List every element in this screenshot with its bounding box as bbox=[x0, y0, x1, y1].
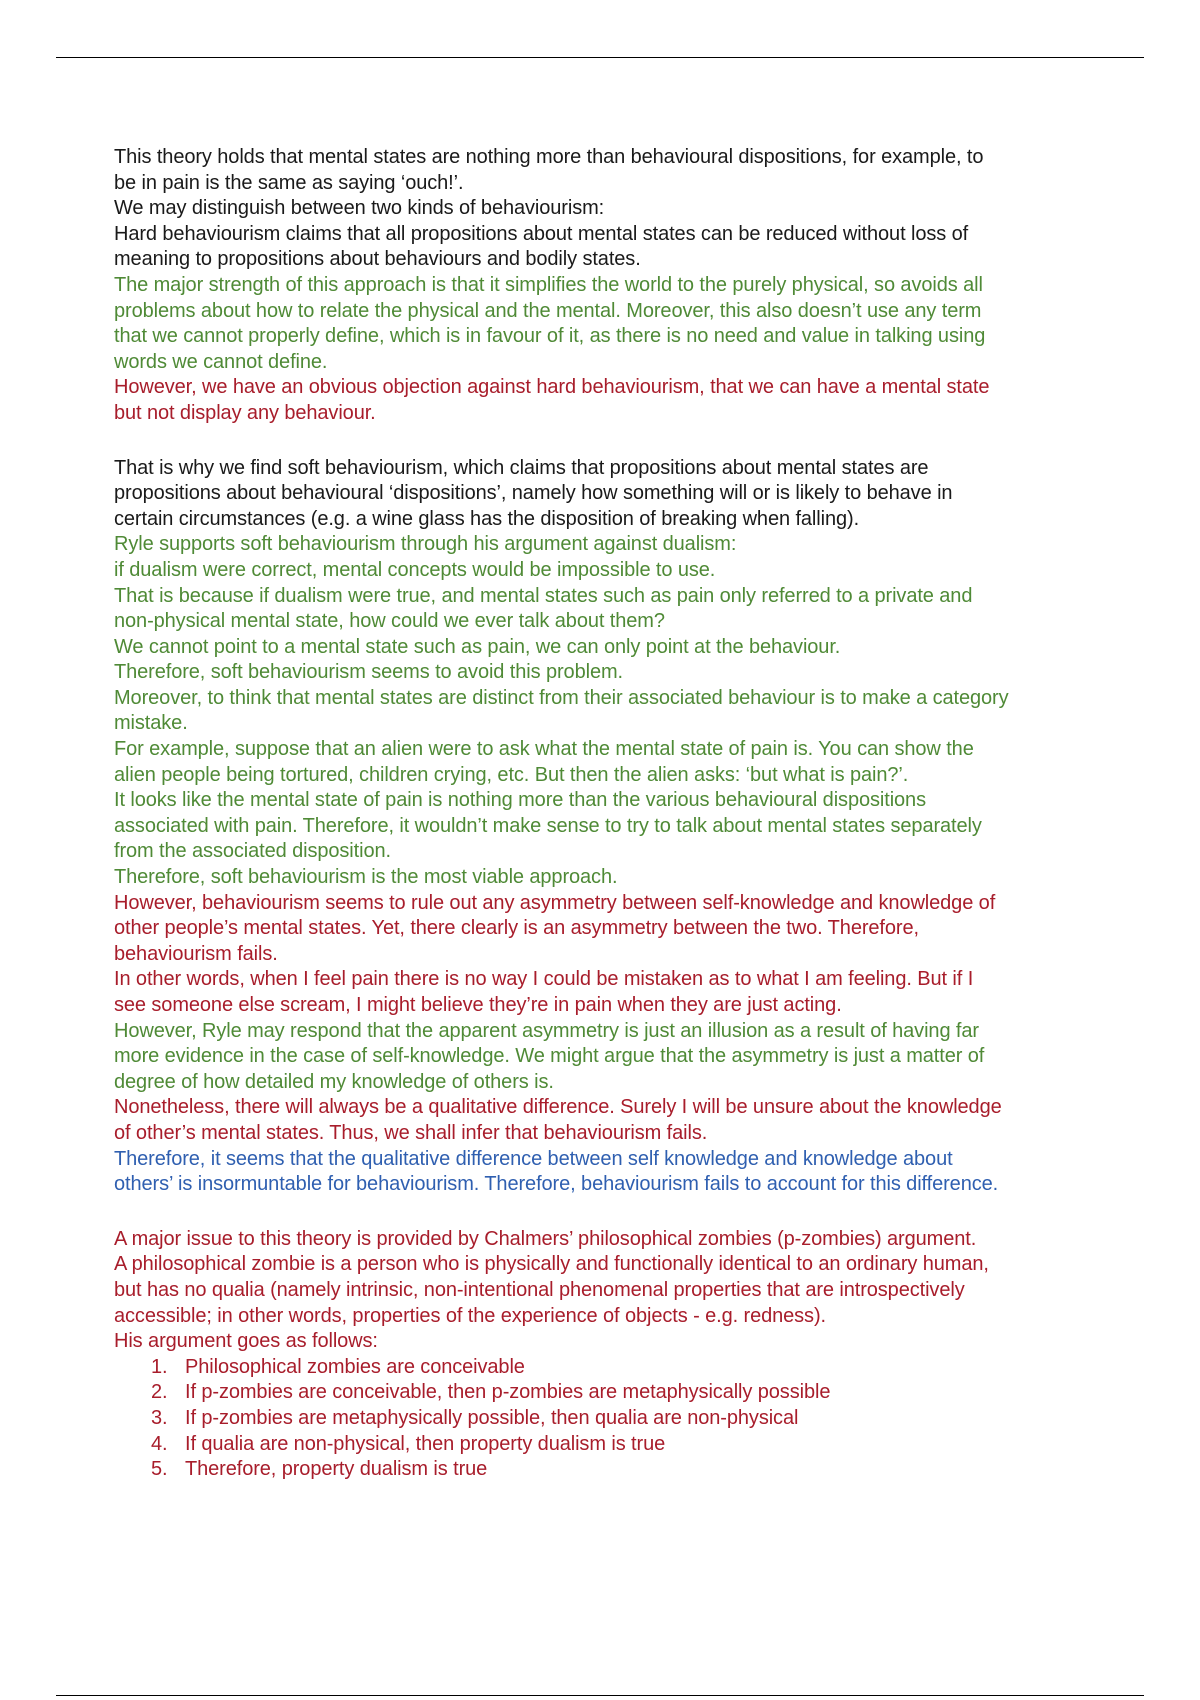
section-p-zombies bbox=[114, 1227, 1134, 1355]
text-line: certain circumstances (e.g. a wine glass has the disposition of breaking when falling). bbox=[114, 507, 860, 530]
argument-step bbox=[114, 1380, 1134, 1406]
text-line: We cannot point to a mental state such as pain, we can only point at the behaviour. bbox=[114, 635, 841, 658]
text-line: Therefore, soft behaviourism seems to avoid this problem. bbox=[114, 661, 623, 684]
text-line: Hard behaviourism claims that all propositions about mental states can be reduced without loss of bbox=[114, 222, 969, 245]
text-line: accessible; in other words, properties of the experience of objects - e.g. redness). bbox=[114, 1304, 826, 1327]
text-line: behaviourism fails. bbox=[114, 942, 278, 965]
text-line: words we cannot define. bbox=[114, 350, 328, 373]
text-line: see someone else scream, I might believe they’re in pain when they are just acting. bbox=[114, 994, 842, 1016]
text-line: A philosophical zombie is a person who is physically and functionally identical to an ordinary human, bbox=[114, 1253, 989, 1276]
footer-rule bbox=[56, 1695, 1144, 1696]
text-line: of other’s mental states. Thus, we shall infer that behaviourism fails. bbox=[114, 1121, 708, 1144]
text-line: However, Ryle may respond that the apparent asymmetry is just an illusion as a result of having far bbox=[114, 1019, 979, 1042]
step-text: If p-zombies are metaphysically possible, then qualia are non-physical bbox=[185, 1406, 799, 1429]
step-text: Therefore, property dualism is true bbox=[185, 1458, 488, 1481]
text-line: That is because if dualism were true, and mental states such as pain only referred to a private and bbox=[114, 584, 973, 607]
text-line: This theory holds that mental states are nothing more than behavioural dispositions, for example, to bbox=[114, 146, 984, 168]
text-line: problems about how to relate the physical and the mental. Moreover, this also doesn’t use any term bbox=[114, 299, 982, 322]
text-line: It looks like the mental state of pain is nothing more than the various behavioural dispositions bbox=[114, 789, 926, 812]
text-line: Therefore, it seems that the qualitative difference between self knowledge and knowledge about bbox=[114, 1147, 953, 1170]
argument-step bbox=[114, 1406, 1134, 1432]
text-line: mistake. bbox=[114, 712, 188, 735]
text-line: In other words, when I feel pain there is no way I could be mistaken as to what I am feeling. But if I bbox=[114, 968, 974, 991]
text-line: For example, suppose that an alien were to ask what the mental state of pain is. You can show the bbox=[114, 738, 974, 761]
step-number: 3. bbox=[151, 1406, 168, 1429]
text-line: but has no qualia (namely intrinsic, non-intentional phenomenal properties that are introspectively bbox=[114, 1278, 965, 1301]
text-line: alien people being tortured, children crying, etc. But then the alien asks: ‘but what is pain?’. bbox=[114, 763, 909, 786]
text-line: if dualism were correct, mental concepts would be impossible to use. bbox=[114, 558, 716, 581]
text-line: However, behaviourism seems to rule out any asymmetry between self-knowledge and knowledge of bbox=[114, 891, 996, 914]
text-line: others’ is insormuntable for behaviourism. Therefore, behaviourism fails to account for this difference. bbox=[114, 1173, 999, 1196]
text-line: other people’s mental states. Yet, there clearly is an asymmetry between the two. Therefore, bbox=[114, 917, 919, 940]
step-number: 1. bbox=[151, 1355, 168, 1378]
step-text: If p-zombies are conceivable, then p-zombies are metaphysically possible bbox=[185, 1381, 831, 1404]
argument-steps-list bbox=[114, 1355, 1134, 1483]
text-line: be in pain is the same as saying ‘ouch!’. bbox=[114, 171, 464, 194]
text-line: from the associated disposition. bbox=[114, 840, 391, 863]
text-line: However, we have an obvious objection against hard behaviourism, that we can have a mental state bbox=[114, 376, 990, 399]
text-line: more evidence in the case of self-knowledge. We might argue that the asymmetry is just a matter of bbox=[114, 1045, 985, 1068]
text-line: propositions about behavioural ‘dispositions’, namely how something will or is likely to behave in bbox=[114, 482, 953, 505]
header-rule bbox=[56, 57, 1144, 58]
text-line: Moreover, to think that mental states are distinct from their associated behaviour is to make a category bbox=[114, 686, 1009, 709]
step-number: 4. bbox=[151, 1432, 168, 1455]
text-line: His argument goes as follows: bbox=[114, 1330, 378, 1353]
text-line: Nonetheless, there will always be a qualitative difference. Surely I will be unsure about the knowledge bbox=[114, 1096, 1002, 1119]
argument-step bbox=[114, 1457, 1134, 1483]
paragraph-gap bbox=[114, 427, 1134, 456]
argument-step bbox=[114, 1355, 1134, 1381]
step-text: If qualia are non-physical, then property dualism is true bbox=[185, 1432, 666, 1455]
text-line: We may distinguish between two kinds of behaviourism: bbox=[114, 197, 605, 220]
text-line: but not display any behaviour. bbox=[114, 401, 376, 424]
section-soft-behaviourism bbox=[114, 456, 1134, 1198]
text-line: degree of how detailed my knowledge of others is. bbox=[114, 1070, 554, 1093]
section-hard-behaviourism bbox=[114, 145, 1134, 427]
text-line: associated with pain. Therefore, it wouldn’t make sense to try to talk about mental states separately bbox=[114, 814, 982, 837]
text-line: Therefore, soft behaviourism is the most viable approach. bbox=[114, 866, 618, 889]
text-line: non-physical mental state, how could we ever talk about them? bbox=[114, 610, 665, 633]
text-line: that we cannot properly define, which is in favour of it, as there is no need and value in talking using bbox=[114, 325, 986, 348]
step-number: 2. bbox=[151, 1381, 168, 1404]
document-body bbox=[114, 145, 1134, 1483]
text-line: Ryle supports soft behaviourism through his argument against dualism: bbox=[114, 533, 737, 556]
text-line: That is why we find soft behaviourism, which claims that propositions about mental states are bbox=[114, 456, 929, 479]
step-text: Philosophical zombies are conceivable bbox=[185, 1355, 525, 1378]
step-number: 5. bbox=[151, 1458, 168, 1481]
text-line: meaning to propositions about behaviours and bodily states. bbox=[114, 248, 641, 271]
text-line: A major issue to this theory is provided by Chalmers’ philosophical zombies (p-zombies) argument. bbox=[114, 1227, 977, 1250]
paragraph-gap bbox=[114, 1198, 1134, 1227]
argument-step bbox=[114, 1432, 1134, 1458]
text-line: The major strength of this approach is that it simplifies the world to the purely physical, so avoids all bbox=[114, 273, 983, 296]
